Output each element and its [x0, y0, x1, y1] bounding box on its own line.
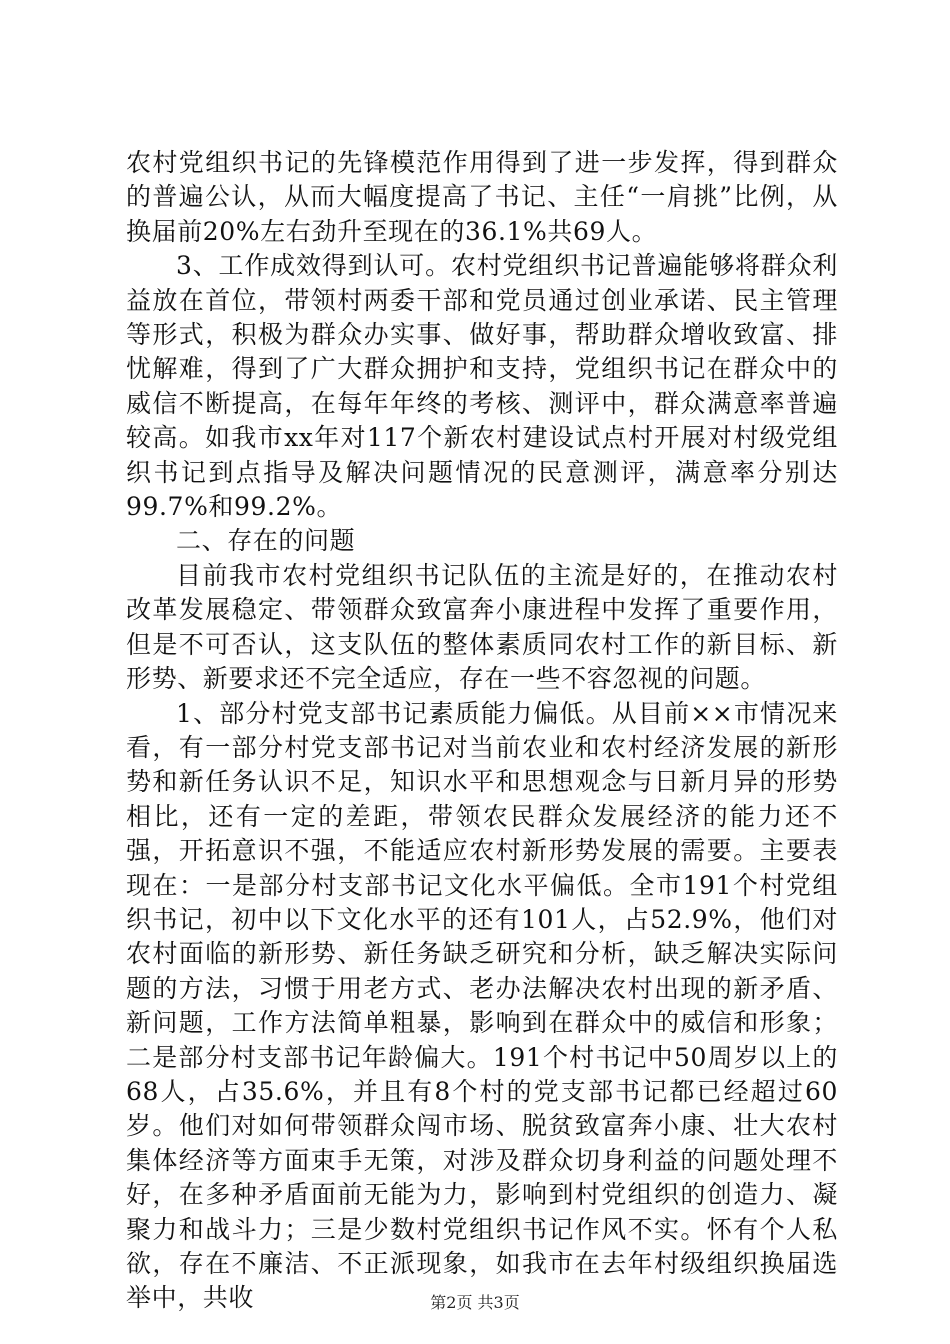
paragraph-work-results: 3、工作成效得到认可。农村党组织书记普遍能够将群众利益放在首位，带领村两委干部和党员通过创业承诺、民主管理等形式，积极为群众办实事、做好事，帮助群众增收致富、排忧解难，得到了广大群众拥护和支持，党组织书记在群众中的威信不断提高，在每年年终的考核、测评中，群众满意率普遍较高。如我市xx年对117个新农村建设试点村开展对村级党组织书记到点指导及解决问题情况的民意测评，满意率分别达99.7%和99.2%。: [126, 251, 838, 522]
document-body: [126, 146, 838, 1316]
paragraph-low-ability: 1、部分村党支部书记素质能力偏低。从目前××市情况来看，有一部分村党支部书记对当前农业和农村经济发展的新形势和新任务认识不足，知识水平和思想观念与日新月异的形势相比，还有一定的差距，带领农民群众发展经济的能力还不强，开拓意识不强，不能适应农村新形势发展的需要。主要表现在：一是部分村支部书记文化水平偏低。全市191个村党组织书记，初中以下文化水平的还有101人，占52.9%，他们对农村面临的新形势、新任务缺乏研究和分析，缺乏解决实际问题的方法，习惯于用老方式、老办法解决农村出现的新矛盾、新问题，工作方法简单粗暴，影响到在群众中的威信和形象；二是部分村支部书记年龄偏大。191个村书记中50周岁以上的68人，占35.6%，并且有8个村的党支部书记都已经超过60岁。他们对如何带领群众闯市场、脱贫致富奔小康、壮大农村集体经济等方面束手无策，对涉及群众切身利益的问题处理不好，在多种矛盾面前无能为力，影响到村党组织的创造力、凝聚力和战斗力；三是少数村党组织书记作风不实。怀有个人私欲，存在不廉洁、不正派现象，如我市在去年村级组织换届选举中，共收: [126, 698, 838, 1313]
section-heading-problems: 二、存在的问题: [176, 526, 356, 556]
paragraph-problems-intro: 目前我市农村党组织书记队伍的主流是好的，在推动农村改革发展稳定、带领群众致富奔小康进程中发挥了重要作用，但是不可否认，这支队伍的整体素质同农村工作的新目标、新形势、新要求还不完全适应，存在一些不容忽视的问题。: [126, 560, 838, 694]
paragraph-continuation: 农村党组织书记的先锋模范作用得到了进一步发挥，得到群众的普遍公认，从而大幅度提高了书记、主任“一肩挑”比例，从换届前20%左右劲升至现在的36.1%共69人。: [126, 148, 838, 246]
page-number-footer: 第2页 共3页: [430, 1293, 520, 1312]
